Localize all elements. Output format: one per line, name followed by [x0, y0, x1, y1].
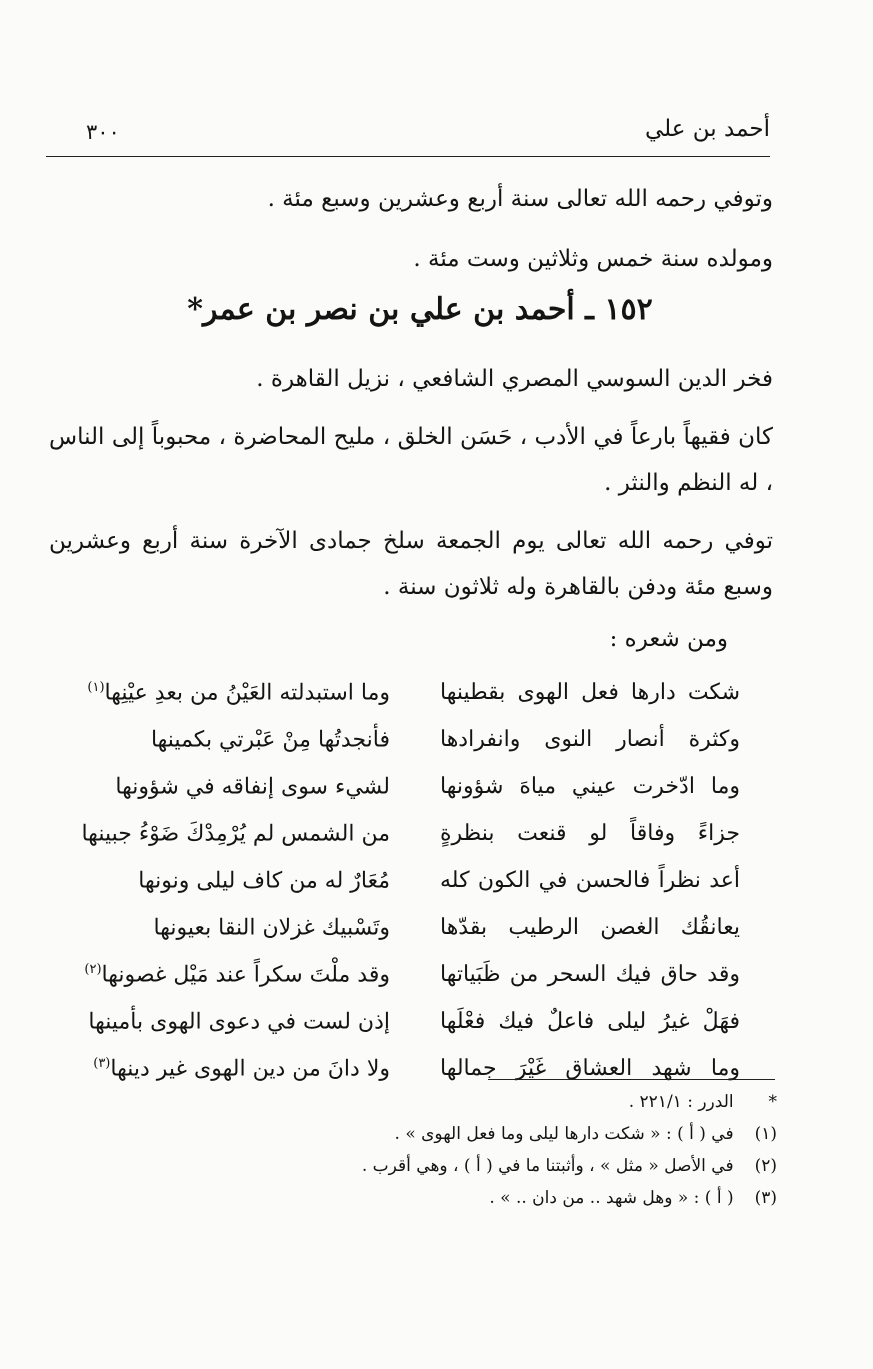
- verse-first-hemistich: يعانقُك الغصن الرطيب بقدّها: [440, 915, 740, 940]
- verse-second-hemistich: فأنجدتُها مِنْ عَبْرتي بكمينها: [150, 727, 390, 753]
- footnote: [395, 1124, 777, 1144]
- entry-death-notice: توفي رحمه الله تعالى يوم الجمعة سلخ جمادى الآخرة سنة أربع وعشرين وسبع مئة ودفن بالقاهرة وله ثلاثون سنة .: [49, 528, 773, 600]
- poem-verse: [50, 915, 740, 955]
- entry-heading: ١٥٢ ـ أحمد بن علي بن نصر بن عمر*: [187, 292, 653, 327]
- page-number: ٣٠٠: [86, 120, 120, 144]
- poem-verse: [50, 868, 740, 908]
- poetry-intro: ومن شعره :: [609, 626, 728, 652]
- footnote-marker: (٢): [754, 1156, 777, 1176]
- birth-date-line: ومولده سنة خمس وثلاثين وست مئة .: [413, 246, 773, 272]
- poem-verse: [50, 774, 740, 814]
- verse-second-hemistich: ولا دانَ من دين الهوى غير دينها$^{(٣)}$: [93, 1056, 390, 1082]
- verse-second-hemistich: وقد ملْتَ سكراً عند مَيْل غصونها$^{(٢)}$: [84, 962, 390, 988]
- footnote-marker: (٣): [754, 1188, 777, 1208]
- footnote-reference: (٣): [93, 1056, 111, 1071]
- footnote-text: في الأصل « مثل » ، وأثبتنا ما في ( أ ) ، وهي أقرب .: [361, 1156, 734, 1176]
- poem-verse: [50, 962, 740, 1002]
- poem-verse: [50, 821, 740, 861]
- entry-description: كان فقيهاً بارعاً في الأدب ، حَسَن الخلق ، مليح المحاضرة ، محبوباً إلى الناس ، له النظم والنثر .: [49, 424, 773, 496]
- footnote-marker: *: [768, 1092, 777, 1112]
- footnote-separator: [488, 1079, 775, 1080]
- running-head: [46, 112, 770, 157]
- verse-second-hemistich: لشيء سوى إنفاقه في شؤونها: [115, 774, 390, 800]
- footnote: [489, 1188, 777, 1208]
- verse-first-hemistich: وما ادّخرت عيني مياهَ شؤونها: [440, 774, 740, 799]
- poem-verse: [50, 1009, 740, 1049]
- death-date-line: وتوفي رحمه الله تعالى سنة أربع وعشرين وسبع مئة .: [267, 186, 773, 212]
- poem-verse: [50, 1056, 740, 1096]
- footnote: [629, 1092, 777, 1112]
- verse-second-hemistich: مُعَارٌ له من كاف ليلى ونونها: [138, 868, 390, 894]
- footnote-text: ( أ ) : « وهل شهد .. من دان .. » .: [489, 1188, 734, 1208]
- verse-second-hemistich: وما استبدلته العَيْنُ من بعدِ عيْنِها$^{(١)}$: [87, 680, 390, 706]
- running-head-title: أحمد بن علي: [644, 116, 770, 142]
- footnote-text: في ( أ ) : « شكت دارها ليلى وما فعل الهوى » .: [394, 1124, 734, 1144]
- verse-first-hemistich: وما شهد العشاق غَيْرَ جمالها: [440, 1056, 740, 1081]
- footnote-text: الدرر : ٢٢١/١ .: [628, 1092, 734, 1112]
- verse-first-hemistich: وكثرة أنصار النوى وانفرادها: [440, 727, 740, 752]
- verse-second-hemistich: وتَسْبيك غزلان النقا بعيونها: [153, 915, 390, 941]
- poem-verse: [50, 727, 740, 767]
- poem-verse: [50, 680, 740, 720]
- footnote-reference: (٢): [84, 962, 102, 977]
- footnote-reference: (١): [87, 680, 105, 695]
- entry-nisba-line: فخر الدين السوسي المصري الشافعي ، نزيل القاهرة .: [256, 366, 773, 392]
- verse-second-hemistich: إذن لست في دعوى الهوى بأمينها: [88, 1009, 390, 1035]
- verse-first-hemistich: أعد نظراً فالحسن في الكون كله: [440, 868, 740, 893]
- verse-first-hemistich: جزاءً وفاقاً لو قنعت بنظرةٍ: [440, 821, 740, 846]
- verse-first-hemistich: فهَلْ غيرُ ليلى فاعلٌ فيك فعْلَها: [440, 1009, 740, 1034]
- footnote-marker: (١): [754, 1124, 777, 1144]
- verse-first-hemistich: وقد حاق فيك السحر من ظَبَياتها: [440, 962, 740, 987]
- verse-first-hemistich: شكت دارها فعل الهوى بقطينها: [440, 680, 740, 705]
- verse-second-hemistich: من الشمس لم يُرْمِدْكَ ضَوْءُ جبينها: [81, 821, 390, 847]
- footnote: [362, 1156, 777, 1176]
